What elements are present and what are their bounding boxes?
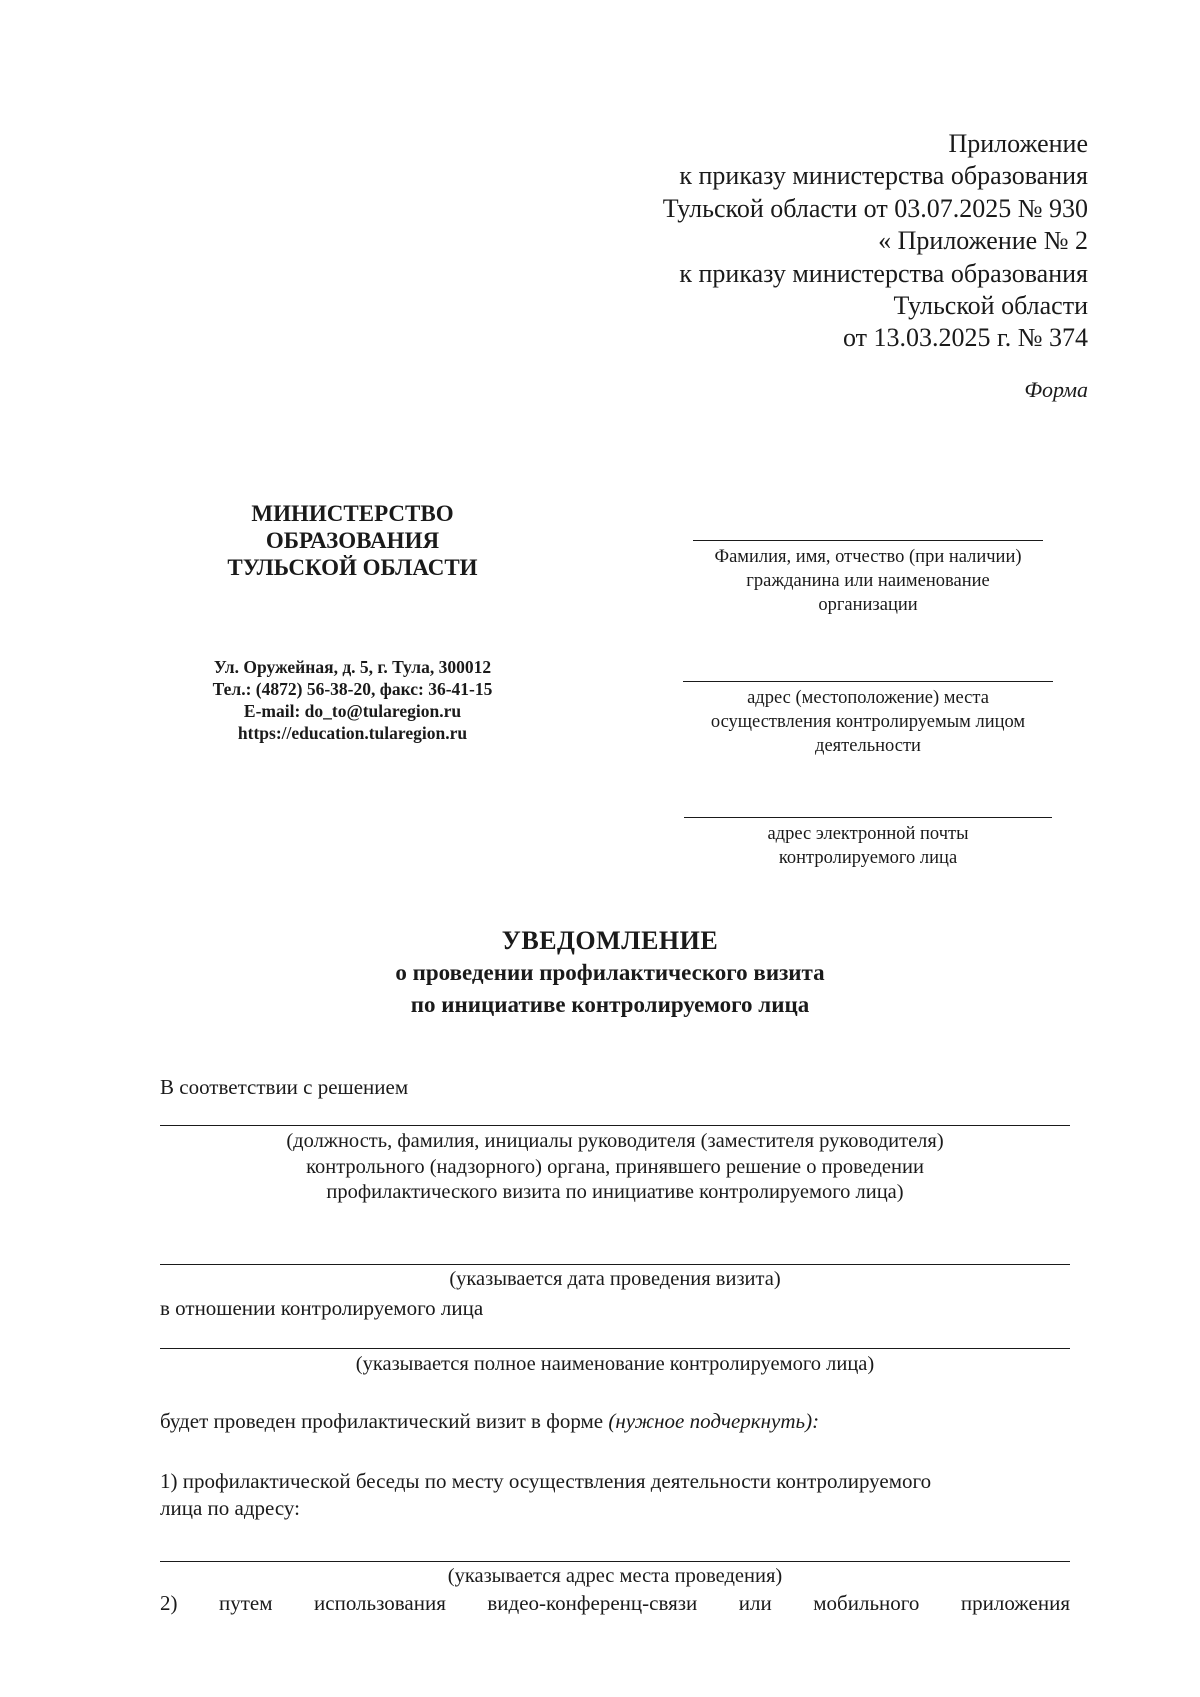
subject-caption	[160, 1352, 1070, 1378]
field-caption: осуществления контролируемым лицом	[710, 712, 1026, 732]
option-2-word: приложения	[960, 1591, 1070, 1615]
header-line: Тульской области от 03.07.2025 № 930	[662, 193, 1088, 223]
ministry-name-line: ОБРАЗОВАНИЯ	[265, 528, 440, 553]
address-caption	[160, 1564, 1070, 1590]
option-2-word: использования	[314, 1591, 446, 1615]
header-line: к приказу министерства образования	[679, 258, 1088, 288]
contact-phone: Тел.: (4872) 56-38-20, факс: 36-41-15	[212, 679, 493, 699]
appendix-header	[528, 128, 1088, 406]
date-fill-line[interactable]	[160, 1264, 1070, 1265]
option-1-line-2: лица по адресу:	[160, 1496, 300, 1520]
contact-website: https://education.tularegion.ru	[237, 723, 468, 743]
visit-form-intro: будет проведен профилактический визит в форме	[160, 1409, 609, 1433]
contact-email: E-mail: do_to@tularegion.ru	[243, 701, 462, 721]
recipient-address-field	[676, 681, 1060, 758]
field-caption: адрес (местоположение) места	[747, 688, 989, 708]
field-caption: Фамилия, имя, отчество (при наличии)	[714, 547, 1022, 567]
caption-line: (указывается полное наименование контролируемого лица)	[355, 1353, 875, 1375]
header-line: Тульской области	[893, 291, 1088, 321]
option-2-word: 2)	[160, 1591, 178, 1615]
address-fill-line[interactable]	[160, 1561, 1070, 1562]
option-2-word: путем	[219, 1591, 273, 1615]
field-caption: деятельности	[815, 736, 921, 756]
title-line: о проведении профилактического визита	[395, 960, 825, 985]
option-2-line	[160, 1590, 1070, 1616]
header-line: к приказу министерства образования	[679, 161, 1088, 191]
option-1-line-1: 1) профилактической беседы по месту осуществления деятельности контролируемого	[160, 1469, 932, 1493]
field-caption: гражданина или наименование	[746, 571, 990, 591]
title-line: по инициативе контролируемого лица	[410, 992, 810, 1017]
visit-form-sentence	[160, 1408, 819, 1434]
caption-line: профилактического визита по инициативе контролируемого лица)	[326, 1181, 904, 1203]
ministry-name-line: МИНИСТЕРСТВО	[251, 501, 454, 526]
visit-form-note: (нужное подчеркнуть):	[608, 1409, 820, 1433]
date-caption	[160, 1267, 1070, 1293]
field-caption: адрес электронной почты	[767, 824, 969, 844]
title-main: УВЕДОМЛЕНИЕ	[501, 926, 719, 955]
recipient-address-line[interactable]	[683, 681, 1053, 682]
subject-intro: в отношении контролируемого лица	[160, 1296, 484, 1320]
caption-line: (должность, фамилия, инициалы руководителя (заместителя руководителя)	[286, 1130, 944, 1152]
header-line: Приложение	[948, 129, 1088, 158]
ministry-name	[190, 500, 515, 581]
ministry-name-line: ТУЛЬСКОЙ ОБЛАСТИ	[227, 555, 478, 580]
option-2-word: или	[738, 1591, 772, 1615]
field-caption: контролируемого лица	[778, 848, 958, 868]
field-caption: организации	[818, 595, 918, 615]
recipient-email-field	[676, 817, 1060, 870]
contact-address: Ул. Оружейная, д. 5, г. Тула, 300012	[213, 657, 492, 677]
header-line: от 13.03.2025 г. № 374	[842, 323, 1088, 353]
caption-line: контрольного (надзорного) органа, принявшего решение о проведении	[306, 1155, 924, 1178]
form-label: Форма	[1024, 376, 1088, 402]
option-2-word: видео-конференц-связи	[487, 1591, 698, 1615]
decision-fill-line[interactable]	[160, 1125, 1070, 1126]
subject-fill-line[interactable]	[160, 1348, 1070, 1349]
caption-line: (указывается дата проведения визита)	[449, 1268, 781, 1290]
recipient-email-line[interactable]	[684, 817, 1052, 818]
decision-intro: В соответствии с решением	[160, 1075, 409, 1099]
decision-caption	[160, 1129, 1070, 1206]
header-line: « Приложение № 2	[878, 226, 1088, 256]
document-title	[160, 925, 1060, 1021]
caption-line: (указывается адрес места проведения)	[447, 1565, 783, 1587]
recipient-name-field	[676, 540, 1060, 617]
recipient-name-line[interactable]	[693, 540, 1043, 541]
ministry-contacts	[160, 656, 545, 744]
option-2-word: мобильного	[813, 1591, 920, 1615]
